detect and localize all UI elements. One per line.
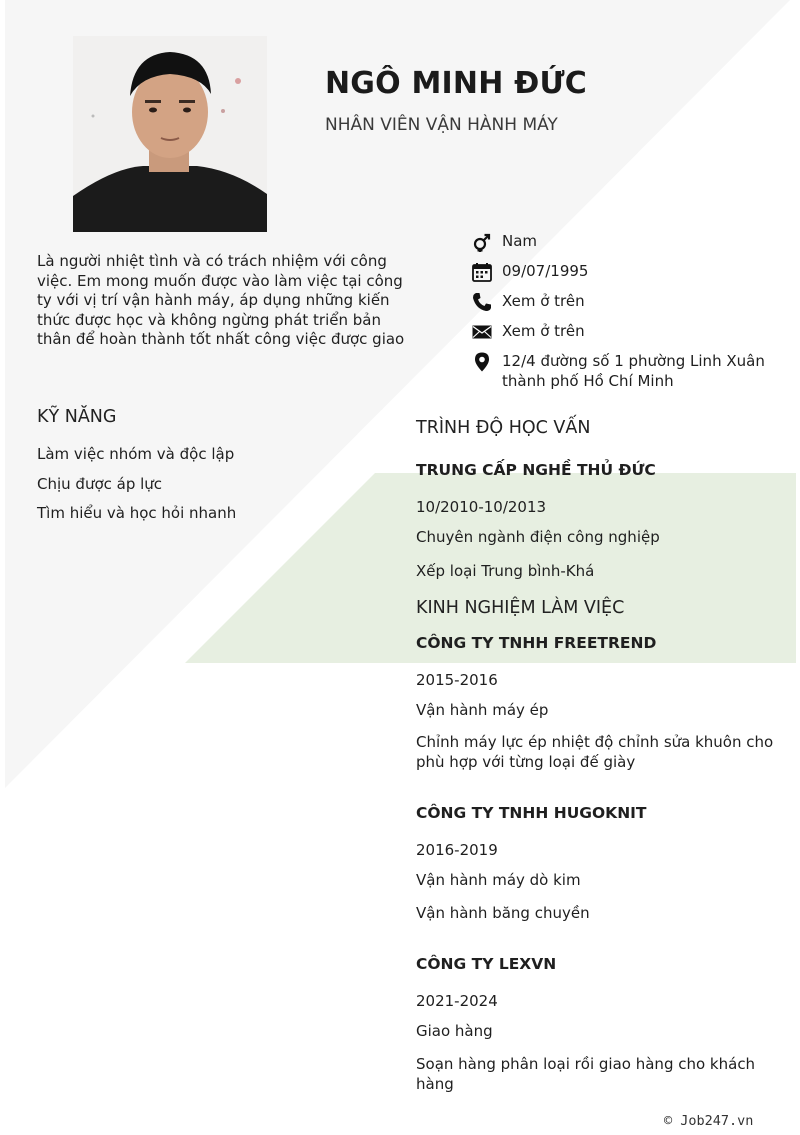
experience-heading: KINH NGHIỆM LÀM VIỆC xyxy=(416,598,625,618)
footer-credit[interactable]: © Job247.vn xyxy=(664,1113,754,1129)
company-period: 2016-2019 xyxy=(416,841,498,859)
company-role: Giao hàng xyxy=(416,1022,493,1040)
education-heading: TRÌNH ĐỘ HỌC VẤN xyxy=(416,418,591,438)
skill-item: Làm việc nhóm và độc lập xyxy=(37,445,235,463)
skill-item: Tìm hiểu và học hỏi nhanh xyxy=(37,504,237,522)
education-period: 10/2010-10/2013 xyxy=(416,498,547,516)
info-address-text: 12/4 đường số 1 phường Linh Xuân thành phố Hồ Chí Minh xyxy=(502,352,765,390)
personal-info-list xyxy=(472,232,772,401)
skill-item: Chịu được áp lực xyxy=(37,475,163,493)
company-period: 2015-2016 xyxy=(416,671,498,689)
company-name: CÔNG TY TNHH FREETREND xyxy=(416,634,657,652)
company-name: CÔNG TY LEXVN xyxy=(416,955,557,973)
phone-icon xyxy=(472,292,492,312)
info-email-text: Xem ở trên xyxy=(502,322,585,340)
company-period: 2021-2024 xyxy=(416,992,498,1010)
company-description: Chỉnh máy lực ép nhiệt độ chỉnh sửa khuôn cho phù hợp với từng loại đế giày xyxy=(416,733,774,771)
gender-icon xyxy=(472,232,492,252)
education-grade: Xếp loại Trung bình-Khá xyxy=(416,562,595,580)
info-phone xyxy=(472,292,772,312)
info-gender xyxy=(472,232,772,252)
company-description: Vận hành băng chuyền xyxy=(416,904,590,922)
company-description: Soạn hàng phân loại rồi giao hàng cho khách hàng xyxy=(416,1055,756,1093)
profile-photo xyxy=(73,36,267,232)
info-gender-text: Nam xyxy=(502,232,538,250)
profile-summary: Là người nhiệt tình và có trách nhiệm với công việc. Em mong muốn được vào làm việc tại công ty với vị trí vận hành máy, áp dụng những kiến thức được học và không ngừng phát triển bản thân để hoàn thành tốt nhất công việc được giao xyxy=(37,252,405,348)
info-phone-text: Xem ở trên xyxy=(502,292,585,310)
info-email xyxy=(472,322,772,342)
mail-icon xyxy=(472,322,492,342)
location-icon xyxy=(472,352,492,372)
company-role: Vận hành máy ép xyxy=(416,701,549,719)
calendar-icon xyxy=(472,262,492,282)
job-title: NHÂN VIÊN VẬN HÀNH MÁY xyxy=(325,115,558,135)
company-role: Vận hành máy dò kim xyxy=(416,871,581,889)
info-address xyxy=(472,352,772,391)
info-birthday xyxy=(472,262,772,282)
education-school: TRUNG CẤP NGHỀ THỦ ĐỨC xyxy=(416,461,656,479)
education-major: Chuyên ngành điện công nghiệp xyxy=(416,528,660,546)
company-name: CÔNG TY TNHH HUGOKNIT xyxy=(416,804,647,822)
candidate-name: NGÔ MINH ĐỨC xyxy=(325,66,587,101)
skills-heading: KỸ NĂNG xyxy=(37,407,117,427)
info-birthday-text: 09/07/1995 xyxy=(502,262,589,280)
